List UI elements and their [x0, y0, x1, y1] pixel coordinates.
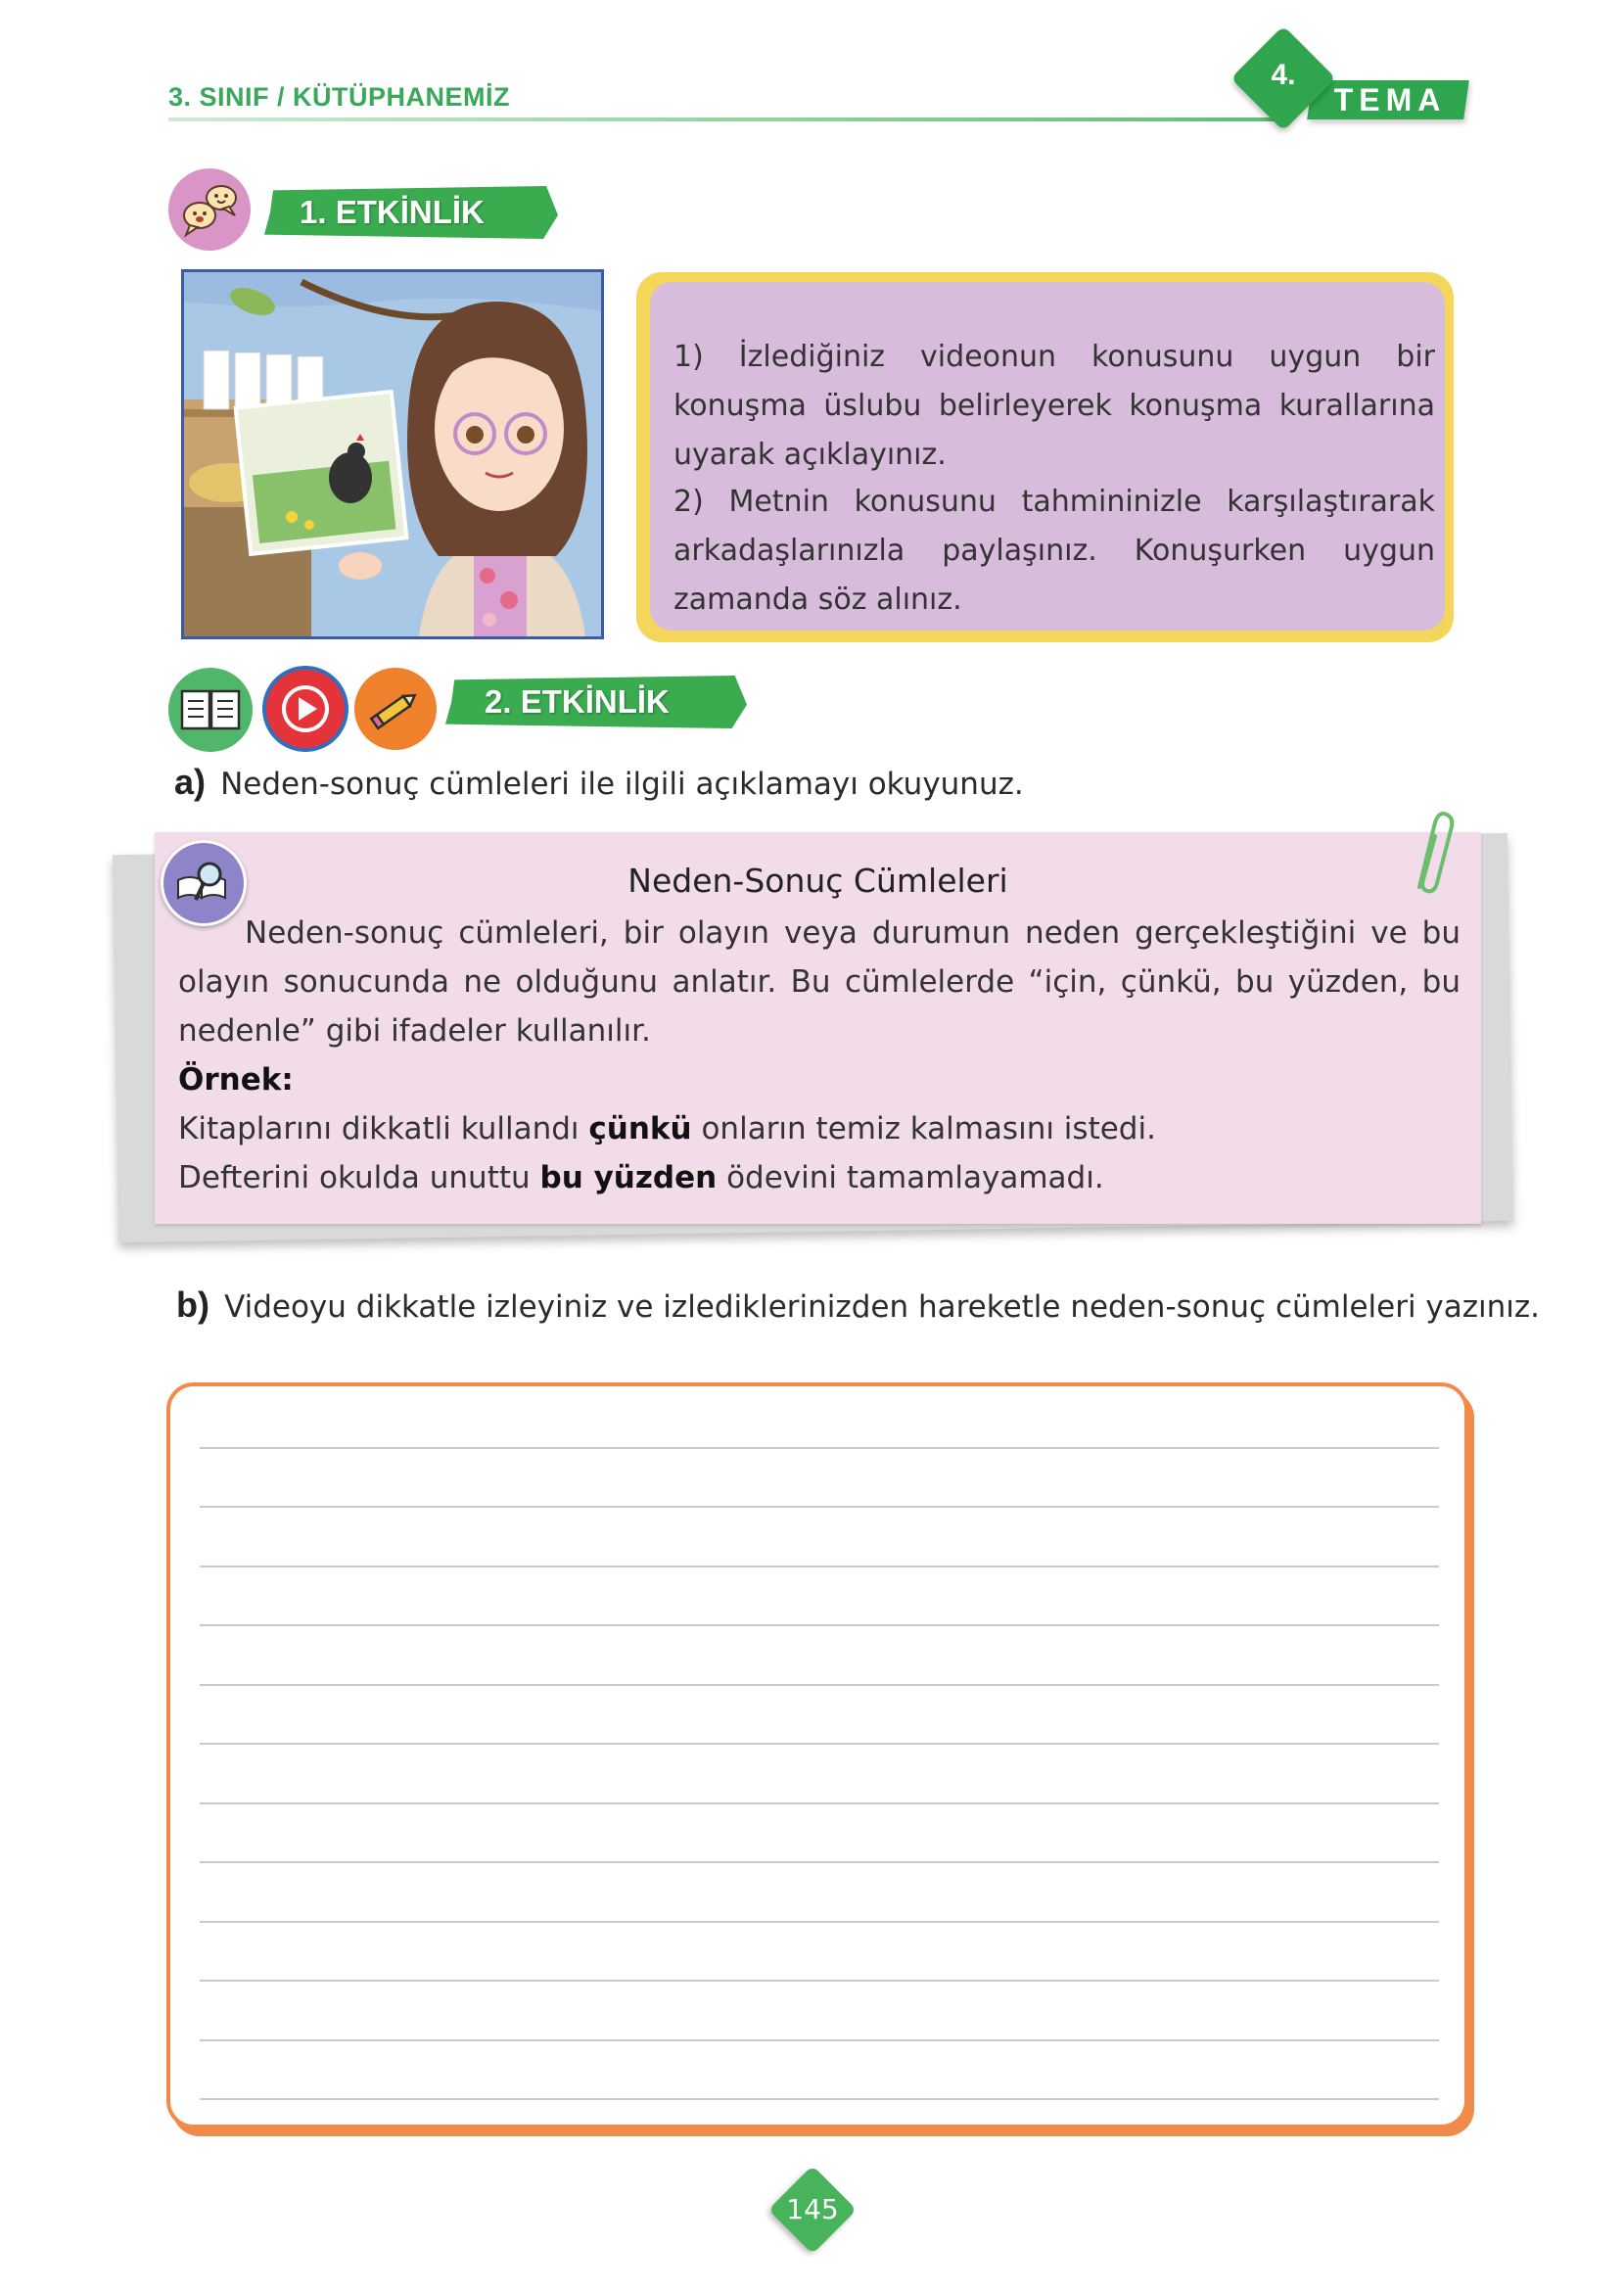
header-divider — [168, 117, 1284, 121]
activity1-item-2: 2) Metnin konusunu tahmininizle karşılaştırarak arkadaşlarınızla paylaşınız. Konuşurken uygun zamanda söz alınız. — [673, 485, 1435, 617]
part-b — [176, 1285, 1540, 1326]
writing-line[interactable] — [200, 1447, 1439, 1449]
writing-line[interactable] — [200, 1506, 1439, 1508]
example-2-keyword: bu yüzden — [539, 1160, 718, 1195]
example-2-before: Defterini okulda unuttu — [178, 1160, 531, 1195]
writing-line[interactable] — [200, 1624, 1439, 1626]
theme-number: 4. — [1271, 59, 1296, 91]
writing-line[interactable] — [200, 1684, 1439, 1686]
writing-line[interactable] — [200, 1566, 1439, 1567]
writing-line[interactable] — [200, 1980, 1439, 1982]
example-1-after: onların temiz kalmasını istedi. — [701, 1111, 1156, 1146]
pencil-icon — [354, 668, 437, 750]
example-1-before: Kitaplarını dikkatli kullandı — [178, 1111, 580, 1146]
info-card-paragraph: Neden-sonuç cümleleri, bir olayın veya durumun neden gerçekleştiğini ve bu olayın sonucunda ne olduğunu anlatır. Bu cümlelerde “için, çünkü, bu yüzden, bu nedenle” gibi ifadeler kullanılır. — [178, 915, 1461, 1049]
writing-line[interactable] — [200, 1743, 1439, 1745]
play-icon[interactable] — [262, 666, 348, 752]
breadcrumb: 3. SINIF / KÜTÜPHANEMİZ — [168, 82, 511, 112]
part-a-text: Neden-sonuç cümleleri ile ilgili açıklamayı okuyunuz. — [220, 767, 1024, 802]
page-number: 145 — [786, 2193, 839, 2225]
writing-line[interactable] — [200, 1921, 1439, 1923]
example-1-keyword: çünkü — [588, 1111, 692, 1146]
part-b-letter: b) — [176, 1285, 209, 1325]
activity1-item-1: 1) İzlediğiniz videonun konusunu uygun bir konuşma üslubu belirleyerek konuşma kurallarına uyarak açıklayınız. — [673, 340, 1435, 472]
speech-bubbles-icon — [168, 168, 251, 251]
example-2 — [178, 1153, 1104, 1202]
writing-line[interactable] — [200, 2098, 1439, 2100]
writing-line[interactable] — [200, 1861, 1439, 1863]
video-illustration — [184, 272, 601, 636]
activity1-title: 1. ETKİNLİK — [300, 194, 485, 230]
answer-writing-area[interactable] — [166, 1382, 1468, 2128]
theme-label: TEMA — [1333, 82, 1447, 117]
video-thumbnail[interactable] — [181, 269, 604, 639]
writing-line[interactable] — [200, 1802, 1439, 1804]
example-2-after: ödevini tamamlayamadı. — [726, 1160, 1104, 1195]
book-icon — [168, 668, 253, 752]
part-b-text: Videoyu dikkatle izleyiniz ve izlediklerinizden hareketle neden-sonuç cümleleri yazınız. — [224, 1289, 1541, 1325]
example-label: Örnek: — [178, 1062, 294, 1098]
info-card-title: Neden-Sonuç Cümleleri — [627, 862, 1008, 900]
activity2-title: 2. ETKİNLİK — [485, 683, 670, 720]
part-a — [174, 762, 1024, 803]
example-1 — [178, 1104, 1156, 1153]
part-a-letter: a) — [174, 762, 207, 802]
writing-line[interactable] — [200, 2039, 1439, 2041]
